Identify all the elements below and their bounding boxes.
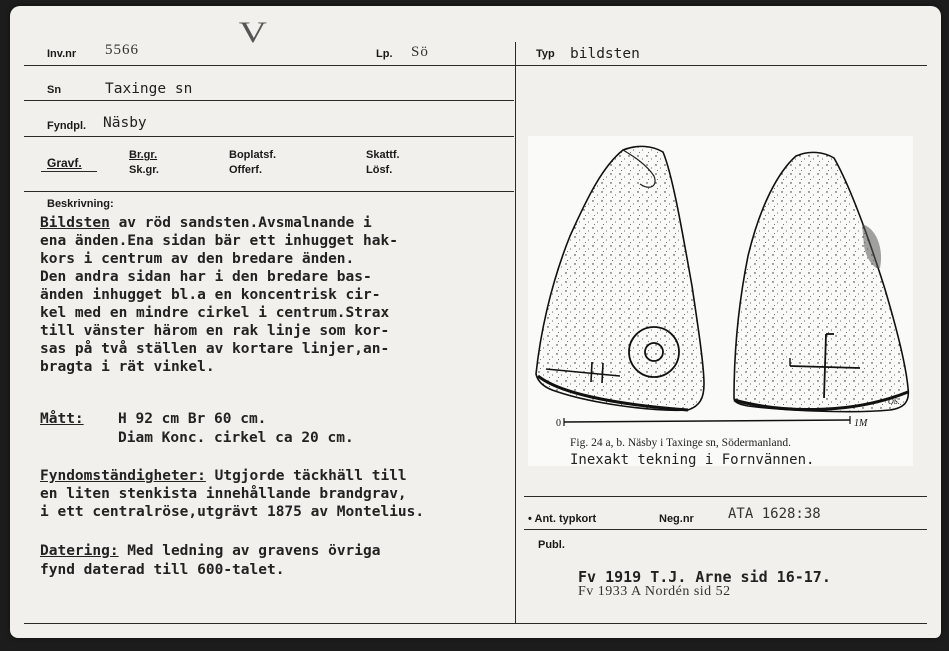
fynd-line-2: en liten stenkista innehållande brandgrav, bbox=[40, 486, 407, 502]
rule-bottom bbox=[24, 623, 927, 624]
skattf-label: Skattf. bbox=[366, 149, 400, 161]
datering-label: Datering: bbox=[40, 543, 119, 559]
column-divider bbox=[515, 42, 516, 624]
negnr-label: Neg.nr bbox=[659, 513, 694, 525]
rule-header bbox=[24, 65, 927, 66]
stone-drawing-figure bbox=[528, 136, 913, 466]
fynd-line-1: Fyndomständigheter: Utgjorde täckhäll till bbox=[40, 468, 407, 484]
description-text-span: Den andra sidan har i den bredare bas- bbox=[40, 269, 372, 285]
fynd-label: Fyndomständigheter: bbox=[40, 468, 206, 484]
handwritten-check-mark: V bbox=[238, 16, 267, 49]
lp-value: Sö bbox=[411, 44, 429, 60]
scale-bar bbox=[564, 420, 850, 422]
figure-note: Inexakt tekning i Fornvännen. bbox=[570, 452, 815, 468]
bildsten-drawing bbox=[528, 136, 913, 466]
description-text-span: sas på två ställen av kortare linjer,an- bbox=[40, 341, 390, 357]
gravf-label: Gravf. bbox=[47, 156, 82, 170]
losf-label: Lösf. bbox=[366, 164, 393, 176]
publ-line-2: Fv 1933 A Nordén sid 52 bbox=[578, 584, 731, 599]
rake-crossline-2 bbox=[602, 363, 603, 383]
scale-end-label: 1M bbox=[854, 418, 868, 429]
typ-value: bildsten bbox=[570, 46, 640, 62]
description-line bbox=[40, 358, 398, 376]
beskrivning-label: Beskrivning: bbox=[47, 198, 114, 210]
description-line bbox=[40, 286, 398, 304]
offerf-label: Offerf. bbox=[229, 164, 262, 176]
rule-gravf bbox=[24, 191, 514, 192]
description-text-span: till vänster härom en rak linje som kor- bbox=[40, 323, 390, 339]
description-line bbox=[40, 214, 398, 232]
description-text-span: bragta i rät vinkel. bbox=[40, 359, 215, 375]
skgr-label: Sk.gr. bbox=[129, 164, 159, 176]
boplatsf-label: Boplatsf. bbox=[229, 149, 277, 161]
description-line bbox=[40, 322, 398, 340]
description-text-span: av röd sandsten.Avsmalnande i bbox=[109, 215, 372, 231]
fyndpl-label: Fyndpl. bbox=[47, 120, 87, 132]
rule-right-lower bbox=[524, 529, 927, 530]
matt-line-1: H 92 cm Br 60 cm. bbox=[118, 411, 267, 427]
description-text bbox=[40, 214, 398, 376]
description-text-span: kel med en mindre cirkel i centrum.Strax bbox=[40, 305, 390, 321]
gravf-underline bbox=[41, 171, 97, 172]
description-text-span: ena änden.Ena sidan bär ett inhugget hak- bbox=[40, 233, 398, 249]
description-line bbox=[40, 340, 398, 358]
catalog-card bbox=[10, 6, 941, 638]
datering-line-1: Datering: Med ledning av gravens övriga bbox=[40, 543, 381, 559]
rule-fyndpl bbox=[24, 136, 514, 137]
description-head: Bildsten bbox=[40, 215, 110, 231]
inv-value: 5566 bbox=[105, 42, 139, 58]
rake-crossline-1 bbox=[591, 362, 592, 382]
scale-start-label: 0 bbox=[556, 418, 561, 429]
sn-value: Taxinge sn bbox=[105, 81, 193, 97]
artist-signature: OS. bbox=[888, 397, 900, 406]
matt-label: Mått: bbox=[40, 411, 84, 427]
brgr-label: Br.gr. bbox=[129, 149, 158, 161]
ant-typkort-label: • Ant. typkort bbox=[528, 513, 597, 525]
lp-label: Lp. bbox=[376, 48, 393, 60]
rule-right-middle bbox=[524, 496, 927, 497]
description-line bbox=[40, 232, 398, 250]
rule-sn bbox=[24, 100, 514, 101]
fyndpl-value: Näsby bbox=[103, 115, 147, 131]
typ-label: Typ bbox=[536, 48, 555, 60]
negnr-value: ATA 1628:38 bbox=[728, 506, 821, 522]
description-line bbox=[40, 250, 398, 268]
description-line bbox=[40, 304, 398, 322]
description-text-span: kors i centrum av den bredare änden. bbox=[40, 251, 355, 267]
publ-line-1: Fv 1919 T.J. Arne sid 16-17. bbox=[578, 568, 831, 586]
matt-label-row bbox=[40, 410, 84, 428]
datering-line-2: fynd daterad till 600-talet. bbox=[40, 562, 285, 578]
publ-label: Publ. bbox=[538, 539, 565, 551]
stone-b-outline bbox=[734, 152, 908, 411]
fynd-line-3: i ett centralröse,utgrävt 1875 av Montelius. bbox=[40, 504, 425, 520]
figure-caption: Fig. 24 a, b. Näsby i Taxinge sn, Södermanland. bbox=[570, 437, 791, 449]
matt-line-2: Diam Konc. cirkel ca 20 cm. bbox=[118, 430, 354, 446]
inv-label: Inv.nr bbox=[47, 48, 77, 60]
sn-label: Sn bbox=[47, 84, 62, 96]
description-text-span: änden inhugget bl.a en koncentrisk cir- bbox=[40, 287, 381, 303]
description-line bbox=[40, 268, 398, 286]
